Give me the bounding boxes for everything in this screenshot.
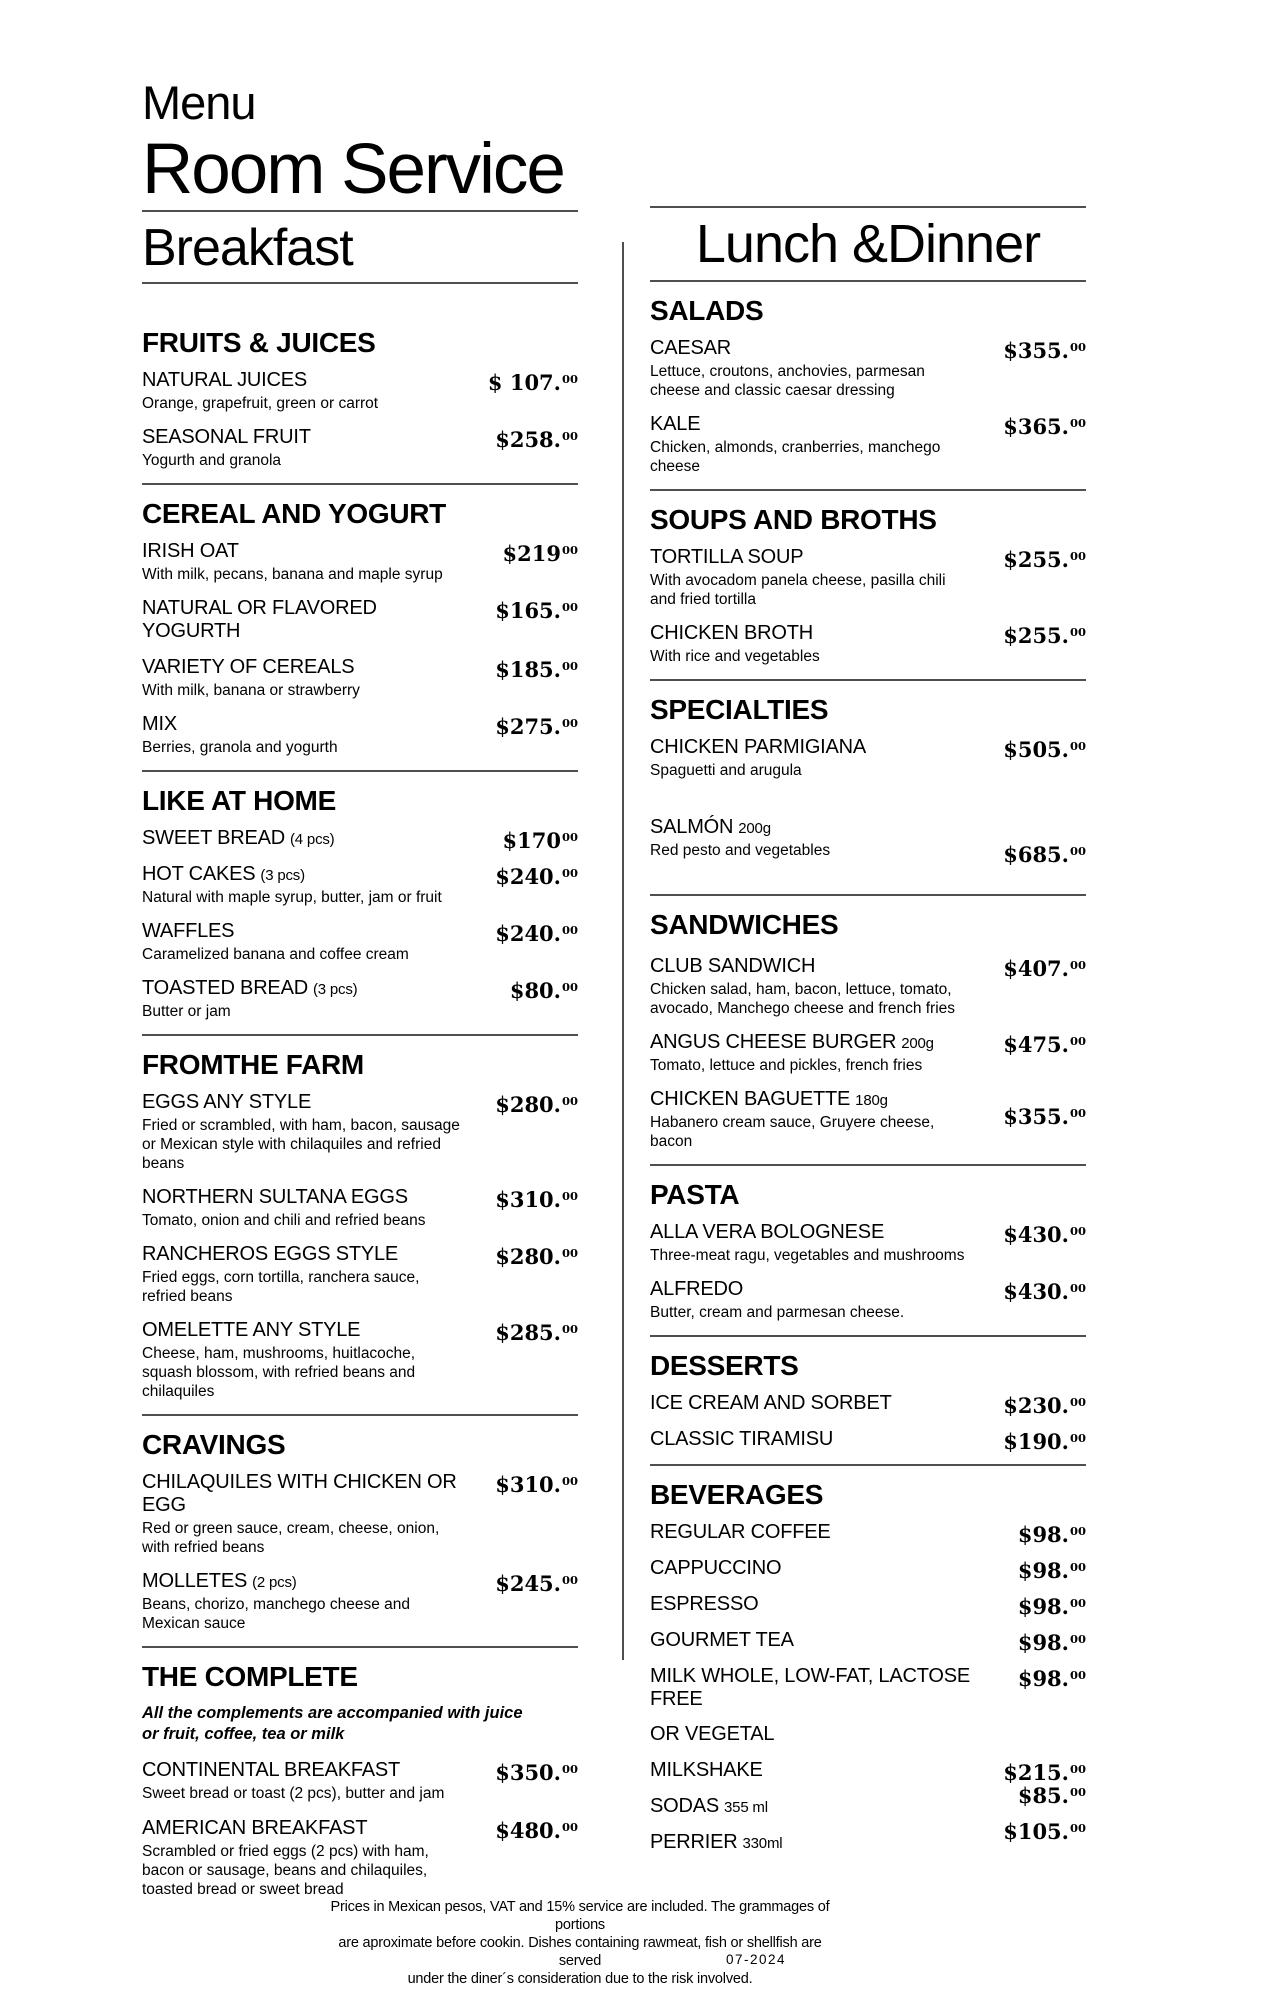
menu-item — [142, 827, 578, 853]
item-description: With milk, pecans, banana and maple syrup — [142, 566, 443, 583]
item-portion: (3 pcs) — [260, 867, 305, 884]
section-note: All the complements are accompanied with juice or fruit, coffee, tea or milk — [142, 1704, 523, 1743]
item-description: With avocadom panela cheese, pasilla chili and fried tortilla — [650, 572, 946, 608]
item-description: Habanero cream sauce, Gruyere cheese, bacon — [650, 1114, 935, 1150]
item-name: CHICKEN PARMIGIANA — [650, 736, 867, 758]
menu-item — [650, 816, 1086, 867]
item-name: REGULAR COFFEE — [650, 1521, 831, 1543]
menu-item — [142, 713, 578, 757]
item-price: $80.00 — [509, 978, 578, 1003]
section-title: PASTA — [650, 1179, 740, 1210]
lunch-dinner-column — [650, 206, 1086, 1867]
item-price: $ 107.00 — [487, 370, 578, 395]
item-price: $505.00 — [1003, 737, 1086, 762]
item-name: MOLLETES — [142, 1570, 248, 1592]
item-name: HOT CAKES — [142, 863, 256, 885]
section-rule — [142, 483, 578, 485]
item-description: Tomato, onion and chili and refried beans — [142, 1212, 426, 1229]
section-title: FRUITS & JUICES — [142, 327, 376, 358]
item-description: Butter or jam — [142, 1003, 231, 1020]
menu-item — [142, 597, 578, 643]
item-volume: 355 ml — [724, 1799, 768, 1816]
menu-item — [142, 920, 578, 964]
menu-item — [142, 1186, 578, 1230]
item-description: Scrambled or fried eggs (2 pcs) with ham, bacon or sausage, beans and chilaquiles, toasted bread or sweet bread — [142, 1843, 429, 1898]
section-the-complete — [142, 1660, 578, 1899]
item-name: SODAS — [650, 1795, 720, 1817]
header-rule — [142, 210, 578, 212]
item-name: CHICKEN BROTH — [650, 622, 813, 644]
item-price: $407.00 — [1003, 956, 1086, 981]
section-salads — [650, 294, 1086, 476]
section-rule — [142, 1034, 578, 1036]
menu-item — [650, 736, 1086, 780]
menu-item — [650, 1088, 1086, 1151]
menu-item — [142, 1759, 578, 1803]
item-price: $430.00 — [1003, 1279, 1086, 1304]
section-rule — [650, 1335, 1086, 1337]
item-name: NATURAL OR FLAVORED YOGURTH — [142, 597, 377, 642]
item-name: ANGUS CHEESE BURGER — [650, 1031, 897, 1053]
section-desserts — [650, 1349, 1086, 1454]
item-description: Lettuce, croutons, anchovies, parmesan cheese and classic caesar dressing — [650, 363, 925, 399]
item-name: MIX — [142, 713, 177, 735]
menu-item — [650, 1593, 1086, 1619]
section-beverages — [650, 1478, 1086, 1854]
item-name: SALMÓN — [650, 816, 734, 838]
item-description: Cheese, ham, mushrooms, huitlacoche, squash blossom, with refried beans and chilaquiles — [142, 1345, 416, 1400]
item-description: Fried eggs, corn tortilla, ranchera sauce, refried beans — [142, 1269, 420, 1305]
item-description: Orange, grapefruit, green or carrot — [142, 395, 379, 412]
item-price: $165.00 — [495, 598, 578, 623]
item-name: CONTINENTAL BREAKFAST — [142, 1759, 401, 1781]
section-title: SOUPS AND BROTHS — [650, 504, 937, 535]
item-price: $275.00 — [495, 714, 578, 739]
menu-item — [650, 413, 1086, 476]
item-name: CAESAR — [650, 337, 732, 359]
item-volume: 330ml — [742, 1835, 783, 1852]
footer-line: Prices in Mexican pesos, VAT and 15% service are included. The grammages of portions — [330, 1899, 830, 1933]
menu-item — [142, 369, 578, 413]
item-name: RANCHEROS EGGS STYLE — [142, 1243, 399, 1265]
menu-item — [142, 1243, 578, 1306]
header-rule — [650, 280, 1086, 282]
item-name: TORTILLA SOUP — [650, 546, 804, 568]
item-name: GOURMET TEA — [650, 1629, 794, 1651]
item-description: With milk, banana or strawberry — [142, 682, 360, 699]
section-rule — [142, 770, 578, 772]
item-description: Fried or scrambled, with ham, bacon, sausage or Mexican style with chilaquiles and refried beans — [142, 1117, 460, 1172]
item-name: IRISH OAT — [142, 540, 239, 562]
menu-item — [142, 1091, 578, 1173]
section-title: LIKE AT HOME — [142, 785, 336, 816]
lunch-dinner-header: Lunch &Dinner — [695, 214, 1041, 274]
section-title: CRAVINGS — [142, 1429, 286, 1460]
menu-item — [650, 1557, 1086, 1583]
menu-item — [650, 1521, 1086, 1547]
section-title: THE COMPLETE — [142, 1661, 358, 1692]
item-description: Beans, chorizo, manchego cheese and Mexican sauce — [142, 1596, 410, 1632]
item-price: $258.00 — [495, 427, 578, 452]
item-description: Chicken salad, ham, bacon, lettuce, tomato, avocado, Manchego cheese and french fries — [650, 981, 956, 1017]
column-divider-line — [622, 242, 624, 1660]
section-rule — [650, 1464, 1086, 1466]
section-like-at-home — [142, 784, 578, 1021]
footer-line: under the diner´s consideration due to the risk involved. — [407, 1971, 753, 1987]
item-name: PERRIER — [650, 1831, 738, 1853]
item-price: $98.00 — [1017, 1594, 1086, 1619]
item-price: $475.00 — [1003, 1032, 1086, 1057]
menu-item — [142, 1570, 578, 1633]
item-description: Natural with maple syrup, butter, jam or fruit — [142, 889, 442, 906]
menu-item — [650, 1629, 1086, 1655]
menu-item — [142, 426, 578, 470]
menu-item — [142, 1471, 578, 1557]
item-description: Caramelized banana and coffee cream — [142, 946, 409, 963]
breakfast-header: Breakfast — [142, 219, 353, 277]
item-portion: (3 pcs) — [312, 981, 358, 998]
section-title: SALADS — [650, 295, 764, 326]
item-description: Tomato, lettuce and pickles, french fries — [650, 1057, 923, 1074]
item-portion: (2 pcs) — [252, 1574, 297, 1591]
item-name: NORTHERN SULTANA EGGS — [142, 1186, 408, 1208]
item-name: KALE — [650, 413, 701, 435]
item-description: Chicken, almonds, cranberries, manchego cheese — [650, 439, 941, 475]
item-description: Three-meat ragu, vegetables and mushrooms — [650, 1247, 965, 1264]
menu-item — [142, 1319, 578, 1401]
item-name: VARIETY OF CEREALS — [142, 656, 355, 678]
menu-item — [650, 1392, 1086, 1418]
item-price: $255.00 — [1003, 623, 1086, 648]
section-title: FROMTHE FARM — [142, 1049, 364, 1080]
item-price: $430.00 — [1003, 1222, 1086, 1247]
item-name: SEASONAL FRUIT — [142, 426, 311, 448]
item-price: $98.00 — [1017, 1522, 1086, 1547]
section-from-the-farm — [142, 1048, 578, 1401]
section-specialties — [650, 693, 1086, 867]
item-name: ICE CREAM AND SORBET — [650, 1392, 892, 1414]
item-name: MILK WHOLE, LOW-FAT, LACTOSE FREE — [650, 1665, 971, 1710]
section-title: DESSERTS — [650, 1350, 799, 1381]
item-name: ALLA VERA BOLOGNESE — [650, 1221, 885, 1243]
item-description: With rice and vegetables — [650, 648, 820, 665]
item-name: CHILAQUILES WITH CHICKEN OR EGG — [142, 1471, 457, 1516]
item-price: $310.00 — [495, 1187, 578, 1212]
item-description: Sweet bread or toast (2 pcs), butter and jam — [142, 1785, 445, 1802]
item-price: $285.00 — [495, 1320, 578, 1345]
menu-item — [650, 337, 1086, 400]
item-price: $240.00 — [495, 864, 578, 889]
item-name: EGGS ANY STYLE — [142, 1091, 312, 1113]
item-price: $\$219^{00}$ — [502, 541, 578, 566]
item-name: TOASTED BREAD — [142, 977, 308, 999]
section-rule — [650, 894, 1086, 896]
item-price: $480.00 — [495, 1818, 578, 1843]
section-sandwiches — [650, 908, 1086, 1151]
item-price: $98.00 — [1017, 1630, 1086, 1655]
item-name: AMERICAN BREAKFAST — [142, 1817, 368, 1839]
item-price: $245.00 — [495, 1571, 578, 1596]
breakfast-column — [142, 78, 578, 1912]
footer-date: 07-2024 — [726, 1952, 787, 1967]
item-price: $85.00 — [1017, 1783, 1086, 1808]
item-portion: 200g — [738, 820, 771, 837]
item-description: Butter, cream and parmesan cheese. — [650, 1304, 905, 1321]
item-name-line2: OR VEGETAL — [650, 1723, 775, 1745]
menu-item — [650, 546, 1086, 609]
item-price: $310.00 — [495, 1472, 578, 1497]
item-name: CAPPUCCINO — [650, 1557, 782, 1579]
menu-item — [650, 955, 1086, 1018]
section-title: CEREAL AND YOGURT — [142, 498, 446, 529]
item-price: $98.00 — [1017, 1558, 1086, 1583]
menu-item — [650, 1428, 1086, 1454]
page-subtitle: Room Service — [142, 130, 564, 209]
footer-line: are aproximate before cookin. Dishes containing rawmeat, fish or shellfish are served — [338, 1935, 822, 1969]
item-description: Red pesto and vegetables — [650, 842, 831, 859]
section-rule — [650, 1164, 1086, 1166]
menu-item — [650, 1665, 1086, 1746]
section-rule — [142, 1414, 578, 1416]
header-rule — [142, 282, 578, 284]
menu-item — [142, 656, 578, 700]
item-price: $350.00 — [495, 1760, 578, 1785]
item-name: ALFREDO — [650, 1278, 744, 1300]
item-name: ESPRESSO — [650, 1593, 759, 1615]
section-rule — [650, 679, 1086, 681]
item-name: MILKSHAKE — [650, 1759, 763, 1781]
item-price: $685.00 — [1003, 842, 1086, 867]
footer-note — [320, 1898, 840, 1988]
item-description: Red or green sauce, cream, cheese, onion, with refried beans — [142, 1520, 440, 1556]
item-price: $255.00 — [1003, 547, 1086, 572]
item-name: OMELETTE ANY STYLE — [142, 1319, 361, 1341]
section-rule — [142, 1646, 578, 1648]
item-name: WAFFLES — [142, 920, 235, 942]
section-cereal-and-yogurt — [142, 497, 578, 757]
item-price: $240.00 — [495, 921, 578, 946]
item-price: $190.00 — [1003, 1429, 1086, 1454]
menu-item — [650, 1759, 1086, 1785]
item-price: $98.00 — [1017, 1666, 1086, 1691]
item-name: CHICKEN BAGUETTE — [650, 1088, 851, 1110]
item-portion: 180g — [855, 1092, 888, 1109]
menu-item — [650, 622, 1086, 666]
item-description: Berries, granola and yogurth — [142, 739, 338, 756]
item-description: Spaguetti and arugula — [650, 762, 802, 779]
section-rule — [650, 489, 1086, 491]
menu-item — [650, 1031, 1086, 1075]
item-price: $105.00 — [1003, 1819, 1086, 1844]
item-price: $355.00 — [1003, 338, 1086, 363]
item-price: $355.00 — [1003, 1104, 1086, 1129]
menu-item — [650, 1783, 1086, 1818]
item-price: $185.00 — [495, 657, 578, 682]
section-pasta — [650, 1178, 1086, 1322]
item-price: $215.00 — [1003, 1760, 1086, 1785]
item-price: $280.00 — [495, 1244, 578, 1269]
section-title: SPECIALTIES — [650, 694, 829, 725]
item-price: $230.00 — [1003, 1393, 1086, 1418]
section-cravings — [142, 1428, 578, 1633]
section-title: BEVERAGES — [650, 1479, 824, 1510]
item-description: Yogurth and granola — [142, 452, 282, 469]
item-name: NATURAL JUICES — [142, 369, 308, 391]
item-name: CLASSIC TIRAMISU — [650, 1428, 834, 1450]
item-portion: 200g — [901, 1035, 934, 1052]
item-portion: (4 pcs) — [290, 831, 335, 848]
menu-item — [650, 1819, 1086, 1854]
section-title: SANDWICHES — [650, 909, 839, 940]
menu-item — [142, 977, 578, 1021]
item-price: $365.00 — [1003, 414, 1086, 439]
header-rule — [650, 206, 1086, 208]
menu-item — [142, 863, 578, 907]
item-name: CLUB SANDWICH — [650, 955, 816, 977]
menu-item — [650, 1278, 1086, 1322]
section-soups-and-broths — [650, 503, 1086, 666]
menu-item — [650, 1221, 1086, 1265]
menu-item — [142, 540, 578, 584]
item-name: SWEET BREAD — [142, 827, 286, 849]
menu-item — [142, 1817, 578, 1899]
page-title: Menu — [142, 76, 256, 129]
item-price: $280.00 — [495, 1092, 578, 1117]
item-price: $\$170^{00}$ — [502, 828, 578, 853]
section-fruits-and-juices — [142, 326, 578, 470]
